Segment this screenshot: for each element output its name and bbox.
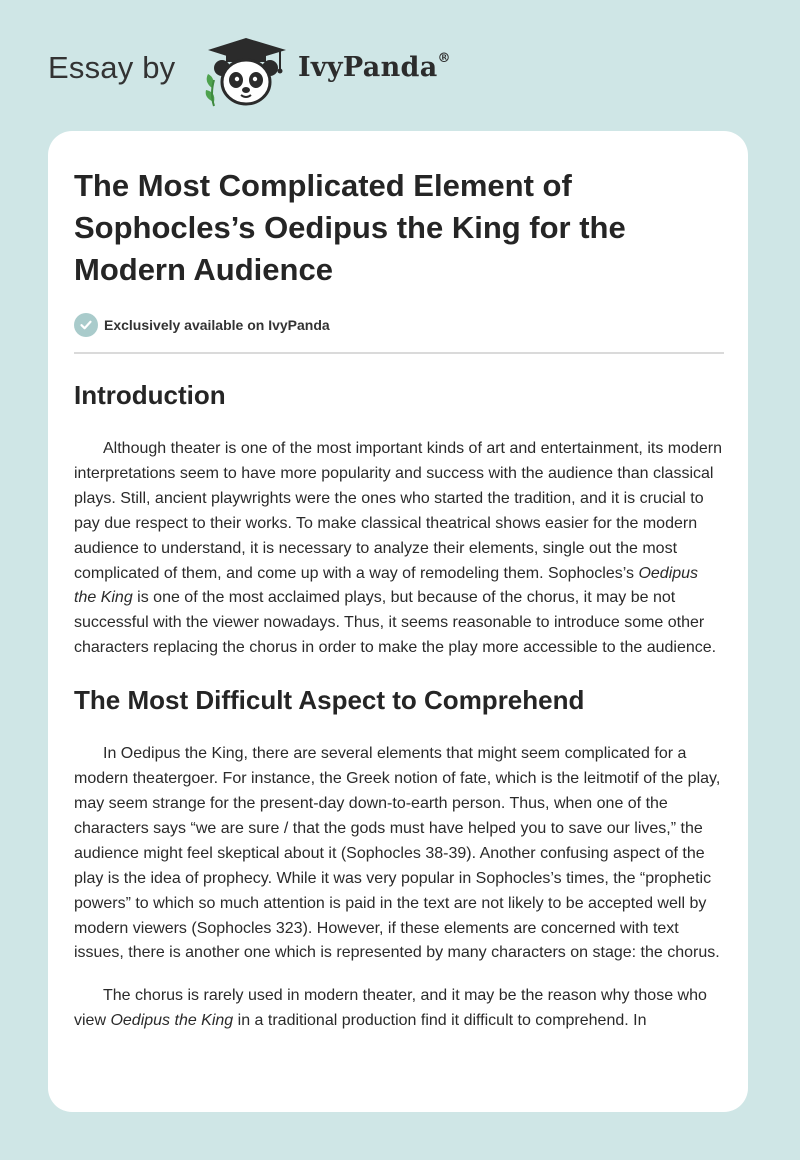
difficult-aspect-paragraph-1: In Oedipus the King, there are several elements that might seem complicated for a modern theatergoer. For instance, the Greek notion of fate, which is the leitmotif of the play, may seem strange for the present-day down-to-earth person. Thus, when one of the characters says “we are sure / that the gods must have helped you to save our lives,” the audience might feel skeptical about it (Sophocles 38-39). Another confusing aspect of the play is the idea of prophecy. While it was very popular in Sophocles’s times, the “prophetic powers” to which so much attention is paid in the text are not likely to be accepted well by modern viewers (Sophocles 323). However, if these elements are concerned with text issues, there is another one which is represented by many characters on stage: the chorus. [74,745,721,962]
play-title-italic: Oedipus the King [74,564,699,607]
section-heading-difficult-aspect: The Most Difficult Aspect to Comprehend [74,685,585,716]
chorus-text-part-1: The chorus is rarely used in modern theater, and it may be the reason why those who view [74,987,707,1030]
essay-title: The Most Complicated Element of Sophocles’s Oedipus the King for the Modern Audience [74,168,626,287]
registered-mark: ® [437,51,451,66]
intro-text-part-2: is one of the most acclaimed plays, but because of the chorus, it may be not successful with the viewer nowadays. Thus, it seems reasonable to introduce some other characters replacing the chorus in order to make the play more accessible to the audience. [74,589,717,657]
play-title-italic: Oedipus the King [110,1012,234,1030]
check-circle-icon [74,313,98,337]
chorus-text-part-2: in a traditional production find it difficult to comprehend. In [233,1012,647,1030]
essay-card [48,131,748,1112]
exclusive-badge-label: Exclusively available on IvyPanda [104,317,330,333]
intro-paragraph [74,437,724,661]
exclusive-badge [74,313,724,337]
panda-graduate-icon[interactable] [200,36,292,110]
title-divider [74,352,724,354]
essay-content [74,165,724,1034]
section-heading-introduction: Introduction [74,380,226,410]
difficult-aspect-paragraph-2 [74,984,724,1034]
site-header [0,0,800,130]
brand-name: IvyPanda [298,52,438,83]
essay-by-label: Essay by [48,50,176,85]
brand-logo-text[interactable] [298,52,451,83]
intro-text-part-1: Although theater is one of the most important kinds of art and entertainment, its modern interpretations seem to have more popularity and success with the audience than classical plays. Still, ancient playwrights were the ones who started the tradition, and it is crucial to pay due respect to their works. To make classical theatrical shows easier for the modern audience to understand, it is necessary to analyze their elements, single out the most complicated of them, and come up with a way of remodeling them. Sophocles’s [74,440,723,582]
